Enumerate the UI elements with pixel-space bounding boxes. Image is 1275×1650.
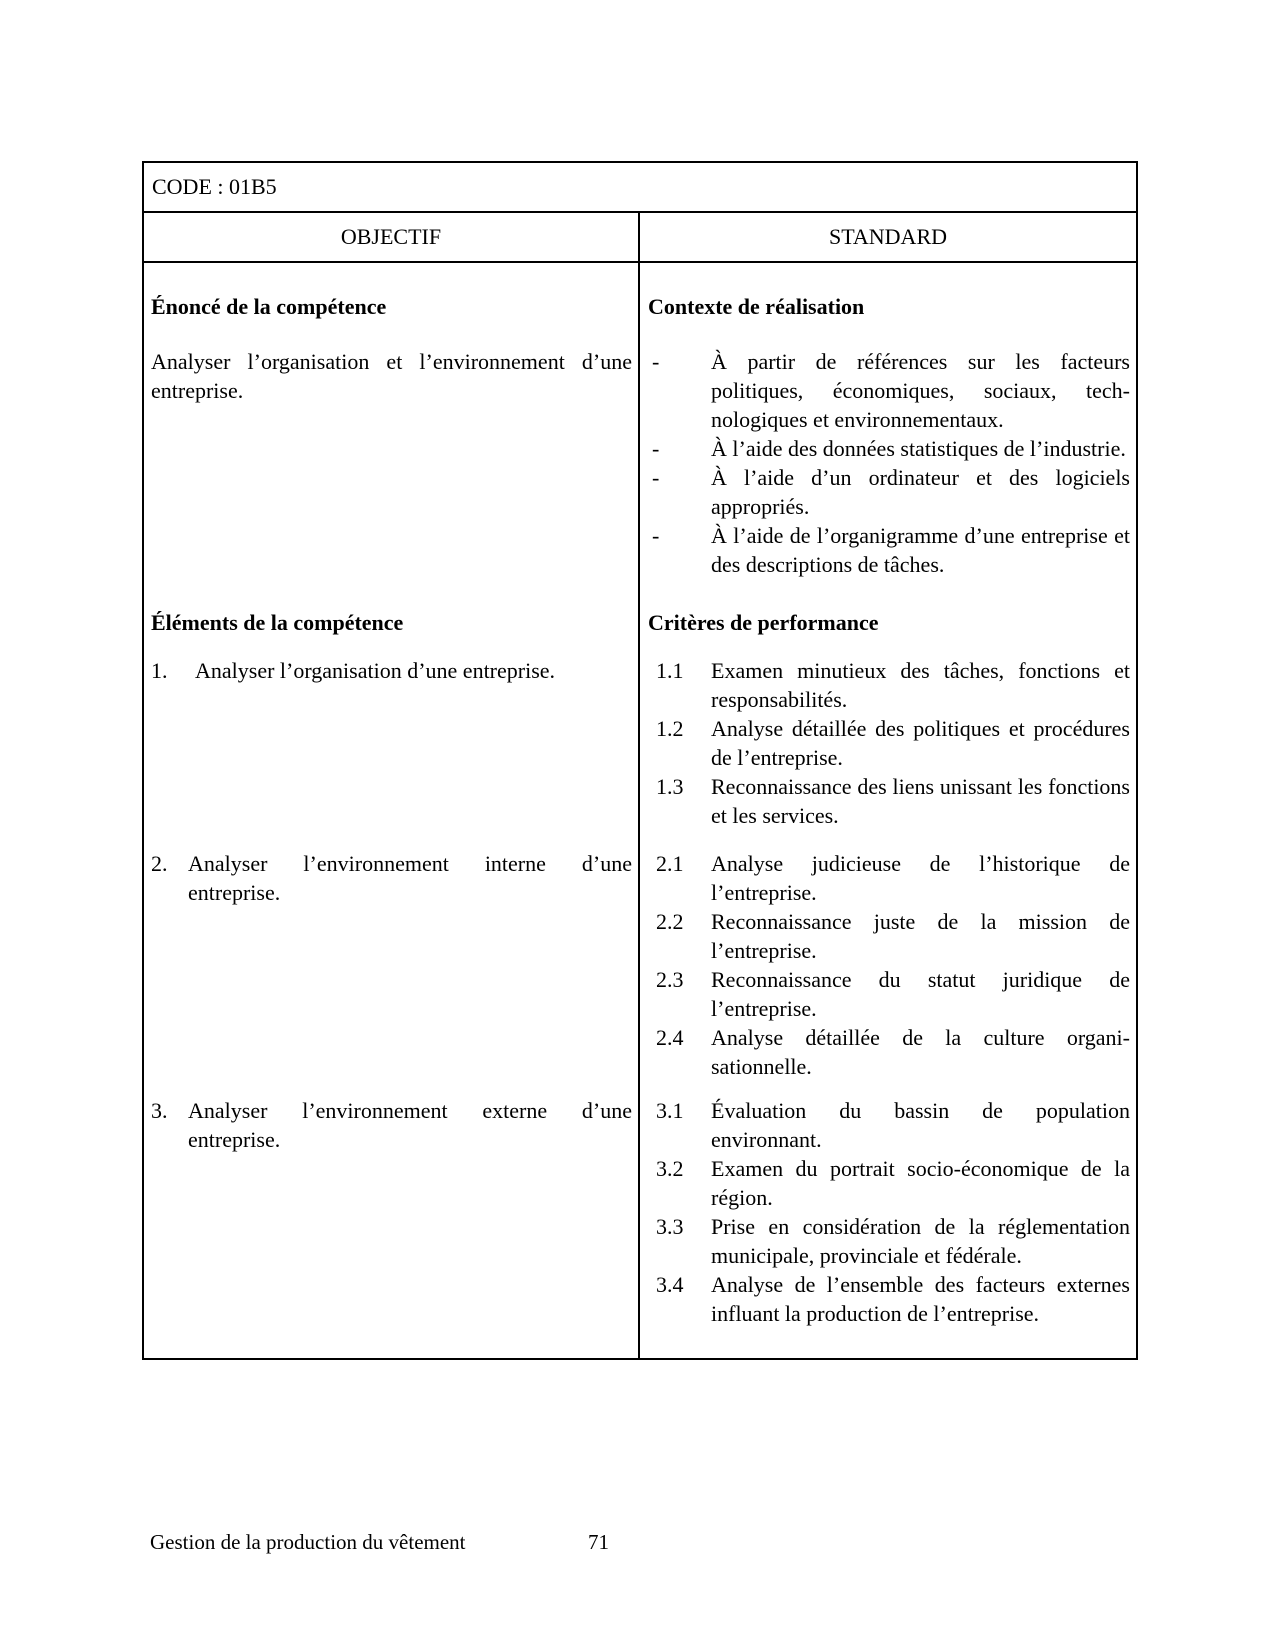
criterion-item [648, 1270, 1130, 1328]
footer-title: Gestion de la production du vêtement [150, 1530, 466, 1554]
contexte-text: À l’aide de l’organigramme d’une entreprise et des descriptions de tâches. [711, 523, 1130, 577]
criterion-text: Reconnaissance des liens unissant les fonctions et les services. [711, 774, 1130, 828]
contexte-item [648, 434, 1130, 463]
contexte-heading: Contexte de réalisation [648, 294, 865, 319]
standard-column [640, 263, 1136, 1358]
criterion-item [648, 1154, 1130, 1212]
criterion-item [648, 1023, 1130, 1081]
bullet-dash: - [652, 523, 660, 548]
code-label: CODE : 01B5 [152, 174, 277, 199]
competency-table [142, 161, 1138, 1360]
header-objectif: OBJECTIF [144, 213, 640, 261]
criterion-number: 2.4 [656, 1025, 684, 1050]
criterion-text: Examen du portrait socio-économique de la région. [711, 1156, 1130, 1210]
contexte-text: À l’aide d’un ordinateur et des logiciels appropriés. [711, 465, 1130, 519]
criterion-item [648, 656, 1130, 714]
criterion-text: Analyse détaillée des politiques et procédures de l’entreprise. [711, 716, 1130, 770]
element-item [151, 1096, 632, 1154]
criterion-item [648, 965, 1130, 1023]
criterion-number: 1.3 [656, 774, 684, 799]
bullet-dash: - [652, 436, 660, 461]
criterion-text: Analyse détaillée de la culture organisationnelle. [711, 1025, 1130, 1079]
page-number: 71 [588, 1530, 609, 1554]
element-text: Analyser l’environnement externe d’une entreprise. [188, 1098, 632, 1152]
header-row [144, 213, 1136, 263]
criterion-number: 3.1 [656, 1098, 684, 1123]
criterion-number: 2.3 [656, 967, 684, 992]
body-row [144, 263, 1136, 1358]
code-row [144, 163, 1136, 213]
criterion-text: Analyse judicieuse de l’historique de l’entreprise. [711, 851, 1130, 905]
criterion-text: Reconnaissance du statut juridique de l’entreprise. [711, 967, 1130, 1021]
criterion-number: 3.3 [656, 1214, 684, 1239]
criterion-number: 1.1 [656, 658, 684, 683]
element-item [151, 656, 632, 849]
criteres-heading: Critères de performance [648, 610, 879, 635]
criteria-group-1 [648, 656, 1130, 849]
criterion-text: Reconnaissance juste de la mission de l’entreprise. [711, 909, 1130, 963]
criterion-text: Évaluation du bassin de population environnant. [711, 1098, 1130, 1152]
criterion-text: Analyse de l’ensemble des facteurs externes influant la production de l’entreprise. [711, 1272, 1130, 1326]
criteria-group-3 [648, 1096, 1130, 1328]
bullet-dash: - [652, 349, 660, 374]
criterion-text: Examen minutieux des tâches, fonctions et responsabilités. [711, 658, 1130, 712]
enonce-heading: Énoncé de la compétence [151, 294, 387, 319]
contexte-item [648, 347, 1130, 434]
element-number: 1. [151, 658, 168, 683]
criterion-item [648, 714, 1130, 772]
objectif-column [144, 263, 640, 1358]
element-number: 2. [151, 851, 168, 876]
criterion-text: Prise en considération de la réglementation municipale, provinciale et fédérale. [711, 1214, 1130, 1268]
criterion-number: 1.2 [656, 716, 684, 741]
element-text: Analyser l’organisation d’une entreprise. [195, 658, 556, 683]
criterion-item [648, 1096, 1130, 1154]
criterion-item [648, 1212, 1130, 1270]
elements-heading: Éléments de la compétence [151, 610, 404, 635]
element-item [151, 849, 632, 1096]
criterion-number: 2.1 [656, 851, 684, 876]
contexte-text: À l’aide des données statistiques de l’industrie. [711, 436, 1126, 461]
contexte-item [648, 521, 1130, 579]
element-number: 3. [151, 1098, 168, 1123]
enonce-text: Analyser l’organisation et l’environnement d’une entreprise. [151, 349, 632, 403]
contexte-item [648, 463, 1130, 521]
bullet-dash: - [652, 465, 660, 490]
criterion-number: 3.2 [656, 1156, 684, 1181]
criterion-item [648, 772, 1130, 830]
criterion-item [648, 849, 1130, 907]
criterion-number: 2.2 [656, 909, 684, 934]
criteria-group-2 [648, 849, 1130, 1096]
contexte-text: À partir de références sur les facteurs politiques, économiques, sociaux, technologiques et environnementaux. [711, 349, 1130, 432]
header-standard: STANDARD [828, 224, 948, 249]
element-text: Analyser l’environnement interne d’une entreprise. [188, 851, 632, 905]
criterion-item [648, 907, 1130, 965]
criterion-number: 3.4 [656, 1272, 684, 1297]
